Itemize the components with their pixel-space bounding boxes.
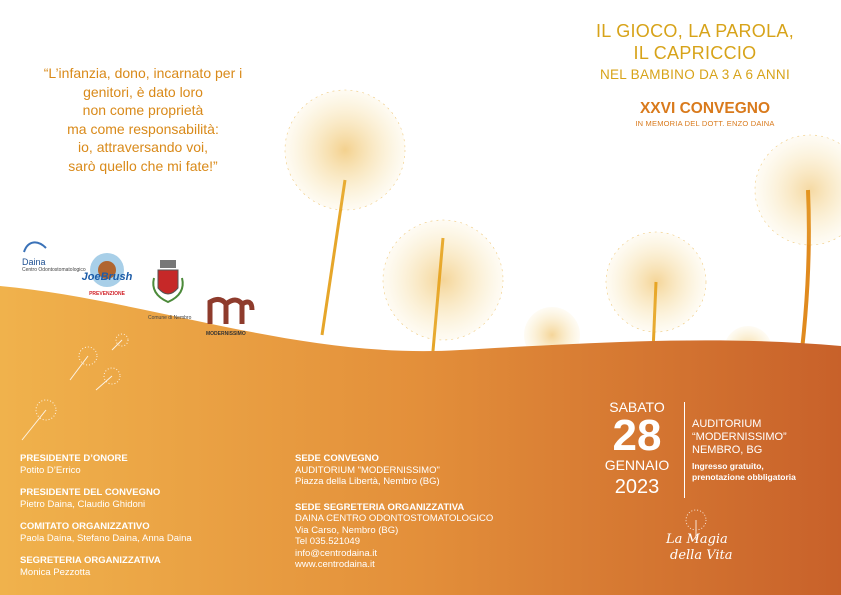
venue-note: prenotazione obbligatoria xyxy=(692,472,796,482)
committee-heading: SEGRETERIA ORGANIZZATIVA xyxy=(20,555,161,566)
committee-group xyxy=(20,453,192,476)
quote-line: io, attraversando voi, xyxy=(78,139,208,155)
joebrush-logo xyxy=(78,250,136,300)
quote-line: “L’infanzia, dono, incarnato per i xyxy=(43,65,243,81)
modernissimo-logo-text: MODERNISSIMO xyxy=(206,331,246,337)
committee-heading: COMITATO ORGANIZZATIVO xyxy=(20,521,150,532)
committee-heading: PRESIDENTE DEL CONVEGNO xyxy=(20,487,161,498)
segreteria-email: info@centrodaina.it xyxy=(295,547,377,559)
segreteria-phone: Tel 035.521049 xyxy=(295,536,360,547)
title-line-3: NEL BAMBINO DA 3 A 6 ANNI xyxy=(599,67,791,82)
segreteria-heading: SEDE SEGRETERIA ORGANIZZATIVA xyxy=(295,501,465,513)
date-day-number: 28 xyxy=(612,411,662,460)
convegno-title: XXVI CONVEGNO xyxy=(639,100,771,117)
committee-group xyxy=(20,487,192,510)
event-title xyxy=(560,20,830,83)
committee-group xyxy=(20,555,192,578)
sede-section xyxy=(295,453,493,582)
date-year: 2023 xyxy=(614,476,660,498)
committee-names: Paola Daina, Stefano Daina, Anna Daina xyxy=(20,532,192,544)
committee-names: Potito D’Errico xyxy=(20,464,81,476)
comune-coat-of-arms-icon xyxy=(148,258,188,308)
committee-group xyxy=(20,521,192,544)
quote-line: ma come responsabilità: xyxy=(67,120,219,137)
venue-info xyxy=(692,418,796,483)
svg-text:PREVENZIONE: PREVENZIONE xyxy=(89,291,125,297)
sede-segreteria xyxy=(295,502,493,571)
comune-logo xyxy=(148,258,192,321)
venue-line: AUDITORIUM xyxy=(692,418,762,430)
joebrush-logo-icon xyxy=(78,250,136,300)
daina-logo xyxy=(22,238,86,273)
date-divider xyxy=(684,402,685,498)
sede-heading: SEDE CONVEGNO xyxy=(295,453,379,464)
segreteria-website: www.centrodaina.it xyxy=(295,559,375,570)
segreteria-address: Via Carso, Nembro (BG) xyxy=(295,524,399,536)
committee-section xyxy=(20,453,192,589)
date-month: GENNAIO xyxy=(604,457,670,473)
date-weekday: SABATO xyxy=(609,399,665,415)
daina-logo-subtext: Centro Odontostomatologico xyxy=(22,267,86,273)
committee-heading: PRESIDENTE D’ONORE xyxy=(20,453,128,464)
dandelion-illustration xyxy=(285,90,841,382)
sede-address: Piazza della Libertà, Nembro (BG) xyxy=(295,476,440,487)
sede-name: AUDITORIUM "MODERNISSIMO" xyxy=(295,464,440,476)
memoria-subtitle: IN MEMORIA DEL DOTT. ENZO DAINA xyxy=(635,119,775,128)
event-date xyxy=(596,399,678,499)
daina-logo-icon xyxy=(22,238,48,254)
quote-line: non come proprietà xyxy=(82,102,204,118)
venue-note: Ingresso gratuito, xyxy=(692,461,764,471)
quote-line: genitori, è dato loro xyxy=(83,83,203,100)
venue-line: “MODERNISSIMO” xyxy=(692,431,787,443)
quote-line: sarò quello che mi fate!” xyxy=(68,157,218,174)
segreteria-name: DAINA CENTRO ODONTOSTOMATOLOGICO xyxy=(295,513,494,524)
svg-text:JoeBrush: JoeBrush xyxy=(81,271,133,283)
sede-convegno xyxy=(295,453,493,488)
committee-names: Monica Pezzotta xyxy=(20,566,91,578)
quote-text xyxy=(18,64,268,175)
modernissimo-logo xyxy=(206,296,258,337)
title-line-1: IL GIOCO, LA PAROLA, xyxy=(595,21,795,41)
title-line-2: IL CAPRICCIO xyxy=(633,43,757,63)
magia-line-1: La Magia xyxy=(666,532,728,547)
modernissimo-logo-icon xyxy=(206,296,256,326)
magia-line-2: della Vita xyxy=(670,548,733,563)
committee-names: Pietro Daina, Claudio Ghidoni xyxy=(20,498,146,510)
magia-della-vita-logo xyxy=(660,532,750,564)
comune-logo-text: Comune di Nembro xyxy=(148,315,192,321)
venue-line: NEMBRO, BG xyxy=(692,444,763,456)
daina-logo-text: Daina xyxy=(22,257,46,267)
